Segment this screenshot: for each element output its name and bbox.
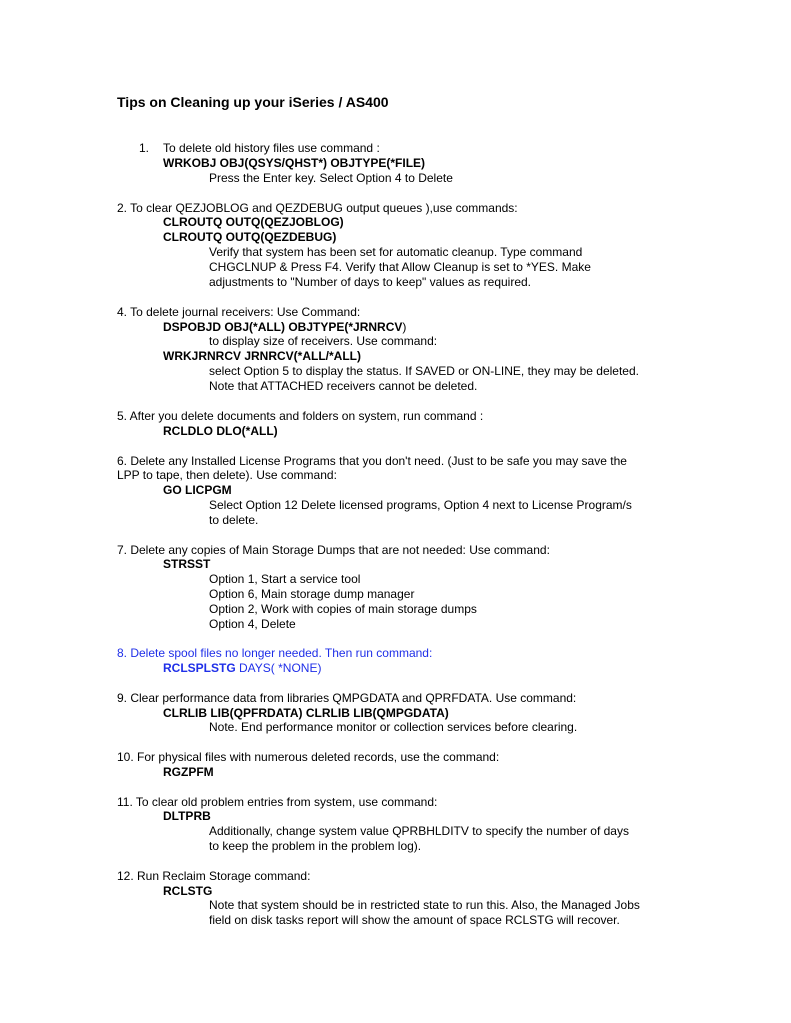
item-7-option: Option 2, Work with copies of main storage dumps (209, 602, 477, 616)
item-6-note-2: to delete. (209, 513, 259, 527)
item-6-intro-2: LPP to tape, then delete). Use command: (117, 468, 337, 482)
item-1-note: Press the Enter key. Select Option 4 to Delete (209, 171, 453, 185)
item-9-intro: 9. Clear performance data from libraries QMPGDATA and QPRFDATA. Use command: (117, 691, 577, 705)
item-4-intro: 4. To delete journal receivers: Use Command: (117, 305, 361, 319)
item-12-note-2: field on disk tasks report will show the amount of space RCLSTG will recover. (209, 913, 620, 927)
page-title: Tips on Cleaning up your iSeries / AS400 (117, 94, 389, 110)
item-7-option: Option 4, Delete (209, 617, 296, 631)
item-12-command: RCLSTG (163, 884, 213, 898)
item-1-number: 1. (139, 141, 150, 155)
item-8-command: RCLSPLSTG (163, 661, 236, 675)
item-2-command-2: CLROUTQ OUTQ(QEZDEBUG) (163, 230, 337, 244)
item-5-command: RCLDLO DLO(*ALL) (163, 424, 278, 438)
item-5-intro: 5. After you delete documents and folders on system, run command : (117, 409, 484, 423)
item-4-command-1-line (163, 320, 406, 335)
item-11-note-1: Additionally, change system value QPRBHLDITV to specify the number of days (209, 824, 629, 838)
item-2-intro: 2. To clear QEZJOBLOG and QEZDEBUG output queues ),use commands: (117, 201, 518, 215)
item-2-note-2: CHGCLNUP & Press F4. Verify that Allow Cleanup is set to *YES. Make (209, 260, 591, 274)
item-7-option: Option 1, Start a service tool (209, 572, 361, 586)
item-7-intro: 7. Delete any copies of Main Storage Dumps that are not needed: Use command: (117, 543, 550, 557)
item-2-note-3: adjustments to "Number of days to keep" values as required. (209, 275, 532, 289)
item-12-intro: 12. Run Reclaim Storage command: (117, 869, 311, 883)
item-11-command: DLTPRB (163, 809, 211, 823)
item-11-note-2: to keep the problem in the problem log). (209, 839, 422, 853)
item-11-intro: 11. To clear old problem entries from system, use command: (117, 795, 438, 809)
item-1-intro: To delete old history files use command : (163, 141, 380, 155)
item-8-command-args: DAYS( *NONE) (235, 661, 322, 675)
item-6-command: GO LICPGM (163, 483, 232, 497)
item-12-note-1: Note that system should be in restricted state to run this. Also, the Managed Jobs (209, 898, 640, 912)
item-8-intro: 8. Delete spool files no longer needed. Then run command: (117, 646, 433, 660)
item-4-command-2: WRKJRNRCV JRNRCV(*ALL/*ALL) (163, 349, 361, 363)
item-4-command-1-tail: ) (402, 320, 407, 334)
item-1-command: WRKOBJ OBJ(QSYS/QHST*) OBJTYPE(*FILE) (163, 156, 426, 170)
item-10-command: RGZPFM (163, 765, 214, 779)
item-9-note: Note. End performance monitor or collection services before clearing. (209, 720, 578, 734)
item-10-intro: 10. For physical files with numerous deleted records, use the command: (117, 750, 500, 764)
item-6-intro-1: 6. Delete any Installed License Programs that you don't need. (Just to be safe you may save the (117, 454, 627, 468)
item-4-note-2: select Option 5 to display the status. If SAVED or ON-LINE, they may be deleted. (209, 364, 639, 378)
item-2-command-1: CLROUTQ OUTQ(QEZJOBLOG) (163, 215, 344, 229)
item-4-note-1: to display size of receivers. Use command: (209, 334, 438, 348)
item-2-note-1: Verify that system has been set for automatic cleanup. Type command (209, 245, 583, 259)
item-7-command: STRSST (163, 557, 211, 571)
item-7-option: Option 6, Main storage dump manager (209, 587, 415, 601)
item-9-command: CLRLIB LIB(QPFRDATA) CLRLIB LIB(QMPGDATA) (163, 706, 449, 720)
item-4-note-3: Note that ATTACHED receivers cannot be deleted. (209, 379, 478, 393)
item-8-command-line (163, 661, 321, 676)
item-6-note-1: Select Option 12 Delete licensed programs, Option 4 next to License Program/s (209, 498, 632, 512)
item-4-command-1: DSPOBJD OBJ(*ALL) OBJTYPE(*JRNRCV (163, 320, 403, 334)
